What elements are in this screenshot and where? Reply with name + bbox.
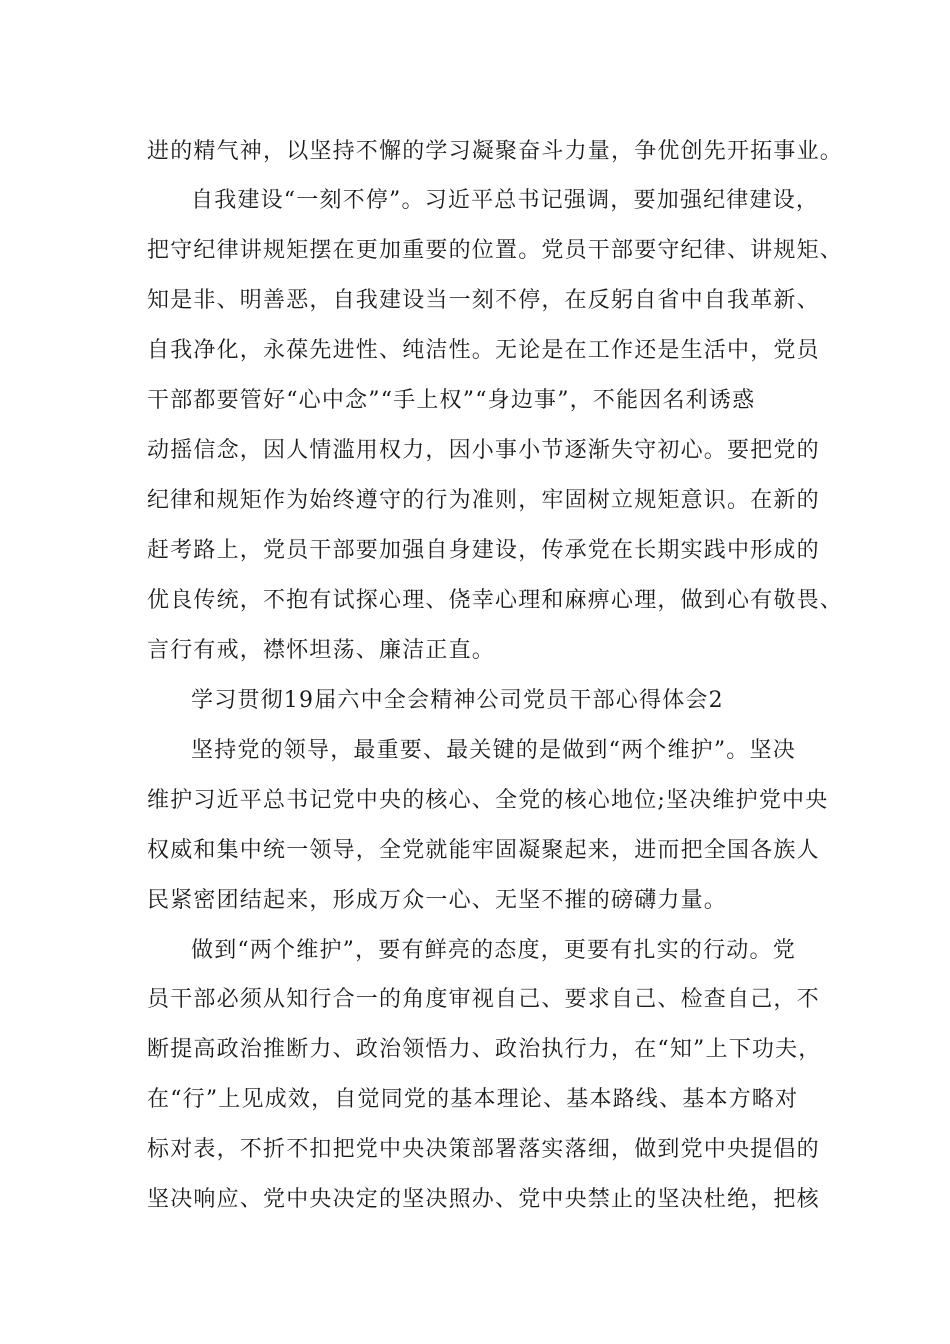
text-line: 进的精气神，以坚持不懈的学习凝聚奋斗力量，争优创先开拓事业。	[147, 139, 844, 164]
text-line: 自我净化，永葆先进性、纯洁性。无论是在工作还是生活中，党员	[147, 338, 820, 363]
text-line: 民紧密团结起来，形成万众一心、无坚不摧的磅礴力量。	[147, 888, 728, 913]
text-line: 知是非、明善恶，自我建设当一刻不停，在反躬自省中自我革新、	[147, 288, 820, 313]
paragraph-first-line: 做到“两个维护”，要有鲜亮的态度，更要有扎实的行动。党	[191, 938, 796, 963]
text-line: 在“行”上见成效，自觉同党的基本理论、基本路线、基本方略对	[147, 1087, 799, 1112]
text-line: 干部都要管好“心中念”“手上权”“身边事”，不能因名利诱惑	[147, 388, 756, 413]
text-line: 言行有戒，襟怀坦荡、廉洁正直。	[147, 638, 496, 663]
paragraph-first-line: 坚持党的领导，最重要、最关键的是做到“两个维护”。坚决	[191, 738, 796, 763]
text-line: 权威和集中统一领导，全党就能牢固凝聚起来，进而把全国各族人	[147, 838, 820, 863]
text-line: 断提高政治推断力、政治领悟力、政治执行力，在“知”上下功夫，	[147, 1037, 822, 1062]
text-line: 标对表，不折不扣把党中央决策部署落实落细，做到党中央提倡的	[147, 1137, 820, 1162]
text-line: 动摇信念，因人情滥用权力，因小事小节逐渐失守初心。要把党的	[147, 438, 820, 463]
text-line: 维护习近平总书记党中央的核心、全党的核心地位;坚决维护党中央	[147, 788, 829, 813]
text-line: 员干部必须从知行合一的角度审视自己、要求自己、检查自己，不	[147, 987, 820, 1012]
text-line: 纪律和规矩作为始终遵守的行为准则，牢固树立规矩意识。在新的	[147, 488, 820, 513]
paragraph-first-line: 自我建设“一刻不停”。习近平总书记强调，要加强纪律建设，	[191, 188, 820, 213]
text-line: 坚决响应、党中央决定的坚决照办、党中央禁止的坚决杜绝，把核	[147, 1187, 820, 1212]
section-heading: 学习贯彻19届六中全会精神公司党员干部心得体会2	[191, 688, 724, 713]
text-line: 优良传统，不抱有试探心理、侥幸心理和麻痹心理，做到心有敬畏、	[147, 588, 844, 613]
text-line: 把守纪律讲规矩摆在更加重要的位置。党员干部要守纪律、讲规矩、	[147, 238, 844, 263]
text-line: 赶考路上，党员干部要加强自身建设，传承党在长期实践中形成的	[147, 538, 820, 563]
